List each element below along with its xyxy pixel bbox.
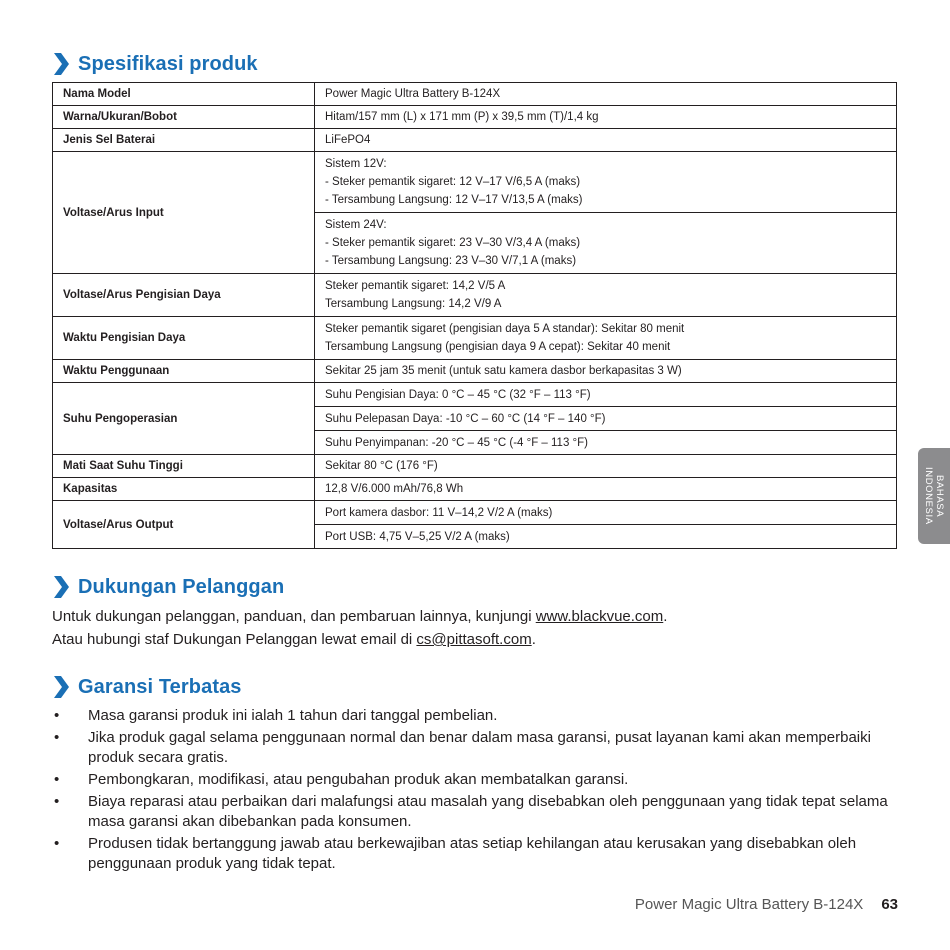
warranty-heading [52, 674, 242, 700]
support-heading [52, 574, 284, 600]
list-item [52, 792, 892, 832]
spec-label: Jenis Sel Baterai [53, 129, 315, 152]
list-item-text: Masa garansi produk ini ialah 1 tahun dari tanggal pembelian. [88, 707, 498, 724]
spec-value [315, 317, 897, 360]
warranty-title: Garansi Terbatas [78, 675, 242, 698]
page-number: 63 [881, 896, 898, 913]
spec-value: Port kamera dasbor: 11 V–14,2 V/2 A (maks) [315, 501, 897, 525]
spec-value: Suhu Penyimpanan: -20 °C – 45 °C (-4 °F – 113 °F) [315, 431, 897, 455]
table-row [53, 106, 897, 129]
spec-value: Suhu Pelepasan Daya: -10 °C – 60 °C (14 °F – 140 °F) [315, 407, 897, 431]
language-tab-line-2: INDONESIA [923, 467, 934, 525]
table-row [53, 317, 897, 360]
spec-value: 12,8 V/6.000 mAh/76,8 Wh [315, 478, 897, 501]
support-text: Untuk dukungan pelanggan, panduan, dan pembaruan lainnya, kunjungi [52, 608, 536, 625]
spec-line: - Tersambung Langsung: 23 V–30 V/7,1 A (maks) [325, 255, 577, 267]
language-tab[interactable] [918, 448, 950, 544]
list-item-text: Jika produk gagal selama penggunaan normal dan benar dalam masa garansi, pusat layanan kami akan memperbaiki produk secara gratis. [88, 729, 871, 766]
spec-value: Sekitar 25 jam 35 menit (untuk satu kamera dasbor berkapasitas 3 W) [315, 360, 897, 383]
support-title: Dukungan Pelanggan [78, 575, 285, 598]
table-row [53, 383, 897, 407]
spec-table [52, 82, 897, 549]
chevron-right-icon [52, 675, 70, 699]
spec-line: Sistem 24V: [325, 219, 387, 231]
language-tab-label [923, 467, 945, 525]
support-line-1 [52, 606, 667, 628]
spec-line: - Steker pemantik sigaret: 23 V–30 V/3,4 A (maks) [325, 237, 581, 249]
spec-line: Tersambung Langsung: 14,2 V/9 A [325, 298, 502, 310]
list-item [52, 728, 892, 768]
list-item-text: Produsen tidak bertanggung jawab atau berkewajiban atas setiap kehilangan atau kerusakan yang disebabkan oleh penggunaan produk yang tidak tepat. [88, 835, 857, 872]
spec-value: Port USB: 4,75 V–5,25 V/2 A (maks) [315, 525, 897, 549]
footer-product: Power Magic Ultra Battery B-124X [634, 896, 864, 913]
spec-line: Sistem 12V: [325, 158, 387, 170]
spec-value [315, 274, 897, 317]
chevron-right-icon [52, 575, 70, 599]
bullet-icon: • [54, 707, 60, 724]
spec-line: Steker pemantik sigaret (pengisian daya 5 A standar): Sekitar 80 menit [325, 323, 685, 335]
spec-label: Voltase/Arus Pengisian Daya [53, 274, 315, 317]
spec-value: Power Magic Ultra Battery B-124X [315, 83, 897, 106]
language-tab-line-1: BAHASA [934, 474, 945, 518]
table-row [53, 83, 897, 106]
table-row [53, 152, 897, 213]
spec-line: Tersambung Langsung (pengisian daya 9 A cepat): Sekitar 40 menit [325, 341, 671, 353]
spec-line: Steker pemantik sigaret: 14,2 V/5 A [325, 280, 506, 292]
spec-value: Hitam/157 mm (L) x 171 mm (P) x 39,5 mm (T)/1,4 kg [315, 106, 897, 129]
table-row [53, 455, 897, 478]
spec-title: Spesifikasi produk [78, 52, 258, 75]
support-text: Atau hubungi staf Dukungan Pelanggan lewat email di [52, 631, 417, 648]
spec-value: Suhu Pengisian Daya: 0 °C – 45 °C (32 °F – 113 °F) [315, 383, 897, 407]
table-row [53, 129, 897, 152]
spec-value [315, 213, 897, 274]
spec-value: LiFePO4 [315, 129, 897, 152]
spec-label: Waktu Pengisian Daya [53, 317, 315, 360]
email-link[interactable]: cs@pittasoft.com [416, 631, 532, 648]
spec-value: Sekitar 80 °C (176 °F) [315, 455, 897, 478]
spec-label: Kapasitas [53, 478, 315, 501]
chevron-right-icon [52, 52, 70, 76]
list-item [52, 834, 892, 874]
spec-label: Nama Model [53, 83, 315, 106]
spec-value [315, 152, 897, 213]
page-footer [635, 896, 898, 913]
list-item [52, 706, 892, 726]
spec-line: - Steker pemantik sigaret: 12 V–17 V/6,5 A (maks) [325, 176, 581, 188]
spec-label: Waktu Penggunaan [53, 360, 315, 383]
support-text: . [531, 631, 536, 648]
spec-label: Voltase/Arus Input [53, 152, 315, 274]
website-link[interactable]: www.blackvue.com [535, 608, 664, 625]
spec-heading [52, 51, 258, 77]
spec-label: Mati Saat Suhu Tinggi [53, 455, 315, 478]
bullet-icon: • [54, 729, 60, 746]
table-row [53, 478, 897, 501]
spec-label: Warna/Ukuran/Bobot [53, 106, 315, 129]
table-row [53, 501, 897, 525]
table-row [53, 274, 897, 317]
warranty-list [52, 706, 892, 876]
spec-line: - Tersambung Langsung: 12 V–17 V/13,5 A (maks) [325, 194, 583, 206]
table-row [53, 360, 897, 383]
spec-label: Voltase/Arus Output [53, 501, 315, 549]
list-item [52, 770, 892, 790]
list-item-text: Pembongkaran, modifikasi, atau pengubahan produk akan membatalkan garansi. [88, 771, 629, 788]
bullet-icon: • [54, 835, 60, 852]
support-text: . [663, 608, 668, 625]
list-item-text: Biaya reparasi atau perbaikan dari malafungsi atau masalah yang disebabkan oleh penggunaan yang tidak tepat selama masa garansi akan dibebankan pada konsumen. [88, 793, 888, 830]
support-line-2 [52, 629, 536, 651]
bullet-icon: • [54, 771, 60, 788]
spec-label: Suhu Pengoperasian [53, 383, 315, 455]
bullet-icon: • [54, 793, 60, 810]
